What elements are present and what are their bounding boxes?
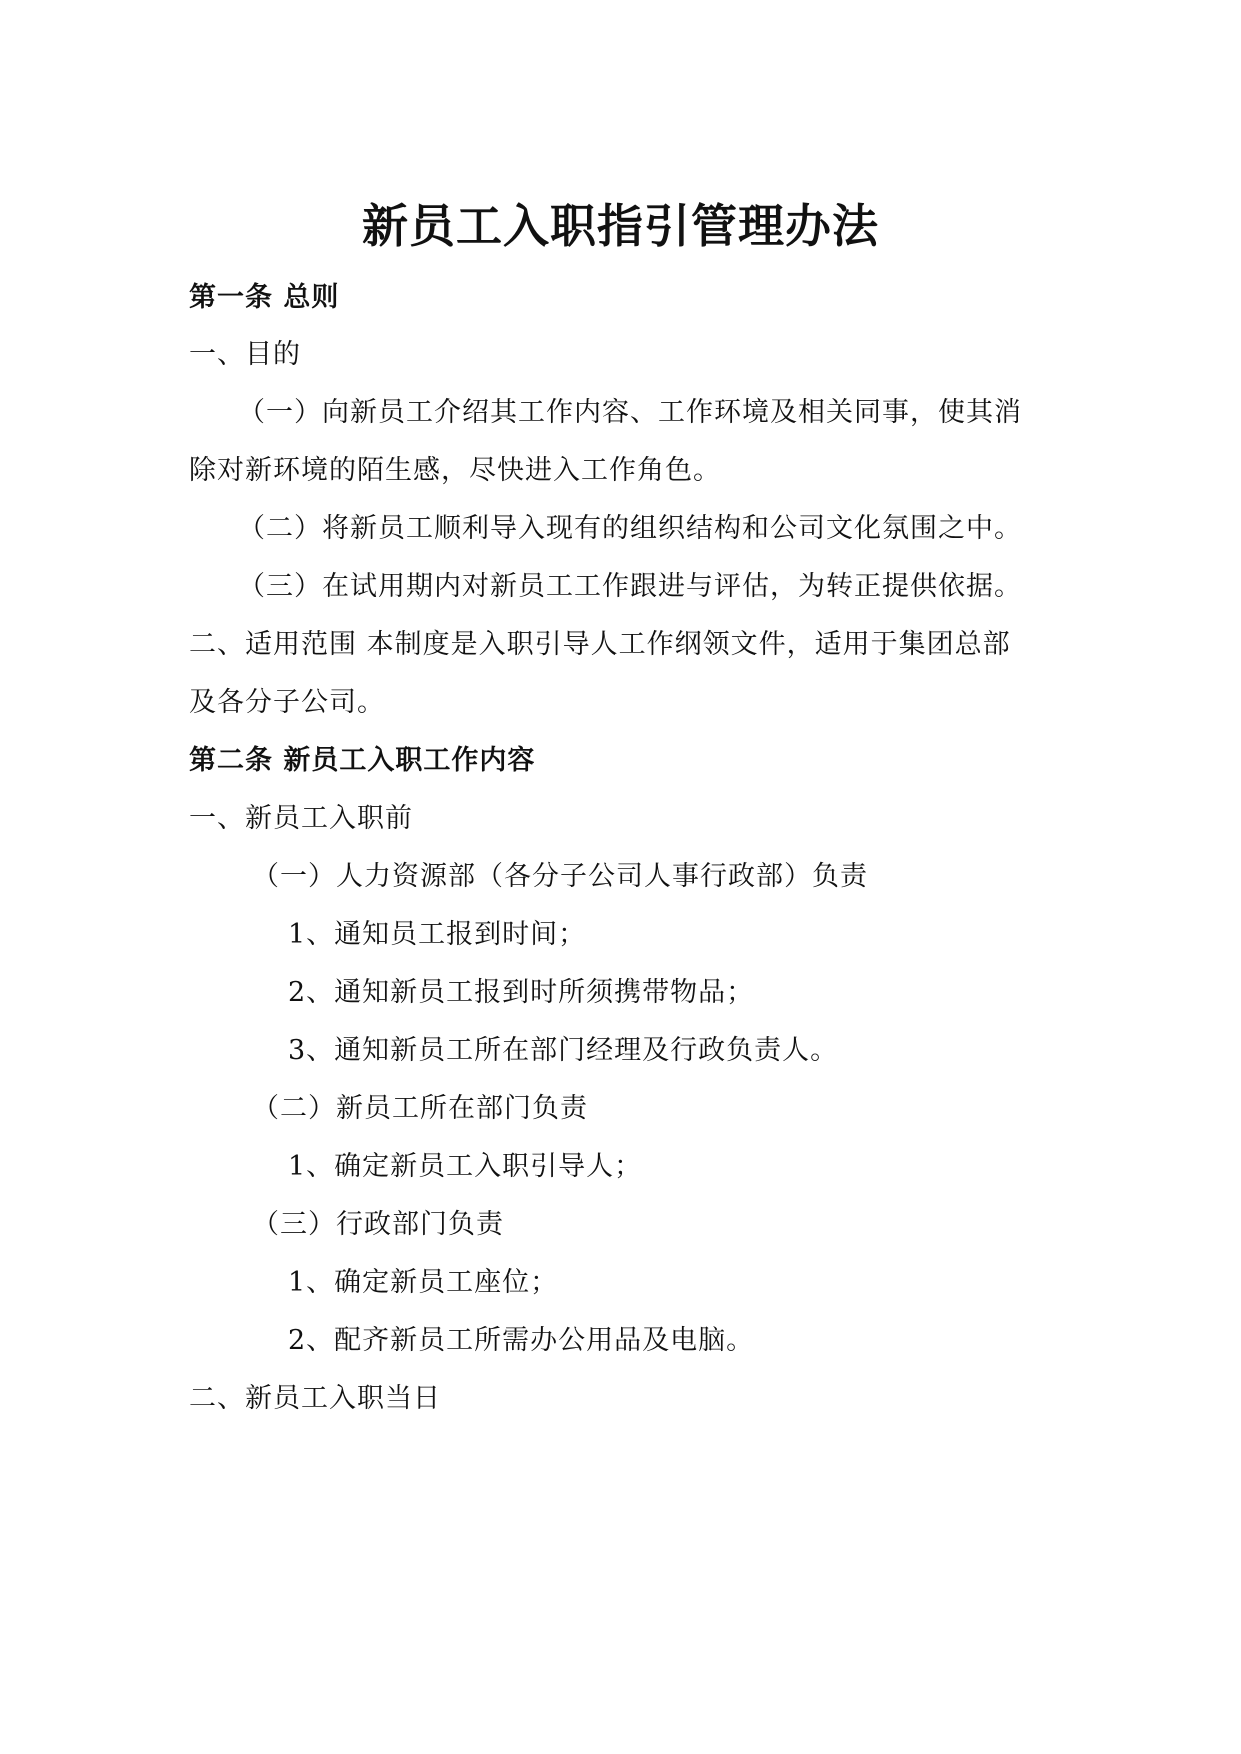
subsection-heading: （三）行政部门负责: [252, 1209, 504, 1240]
section-heading-onboarding-day: 二、新员工入职当日: [189, 1383, 441, 1414]
subsection-heading: （一）人力资源部（各分子公司人事行政部）负责: [252, 861, 868, 892]
section-heading-before-onboarding: 一、新员工入职前: [189, 803, 413, 834]
paragraph-line: （二）将新员工顺利导入现有的组织结构和公司文化氛围之中。: [238, 513, 1022, 544]
list-item: 1、确定新员工入职引导人；: [288, 1151, 643, 1182]
article-heading-1: 第一条 总则: [189, 282, 340, 313]
paragraph-line: 及各分子公司。: [189, 687, 385, 718]
paragraph-line: 二、适用范围 本制度是入职引导人工作纲领文件，适用于集团总部: [189, 629, 1011, 660]
subsection-heading: （二）新员工所在部门负责: [252, 1093, 588, 1124]
document-title: 新员工入职指引管理办法: [362, 199, 879, 253]
list-item: 2、配齐新员工所需办公用品及电脑。: [288, 1325, 755, 1356]
list-item: 2、通知新员工报到时所须携带物品；: [288, 977, 755, 1008]
paragraph-line: （三）在试用期内对新员工工作跟进与评估，为转正提供依据。: [238, 571, 1022, 602]
section-heading-purpose: 一、目的: [189, 339, 301, 370]
list-item: 3、通知新员工所在部门经理及行政负责人。: [288, 1035, 839, 1066]
list-item: 1、通知员工报到时间；: [288, 919, 587, 950]
list-item: 1、确定新员工座位；: [288, 1267, 559, 1298]
paragraph-line: 除对新环境的陌生感，尽快进入工作角色。: [189, 455, 721, 486]
article-heading-2: 第二条 新员工入职工作内容: [189, 745, 536, 776]
paragraph-line: （一）向新员工介绍其工作内容、工作环境及相关同事，使其消: [238, 397, 1022, 428]
